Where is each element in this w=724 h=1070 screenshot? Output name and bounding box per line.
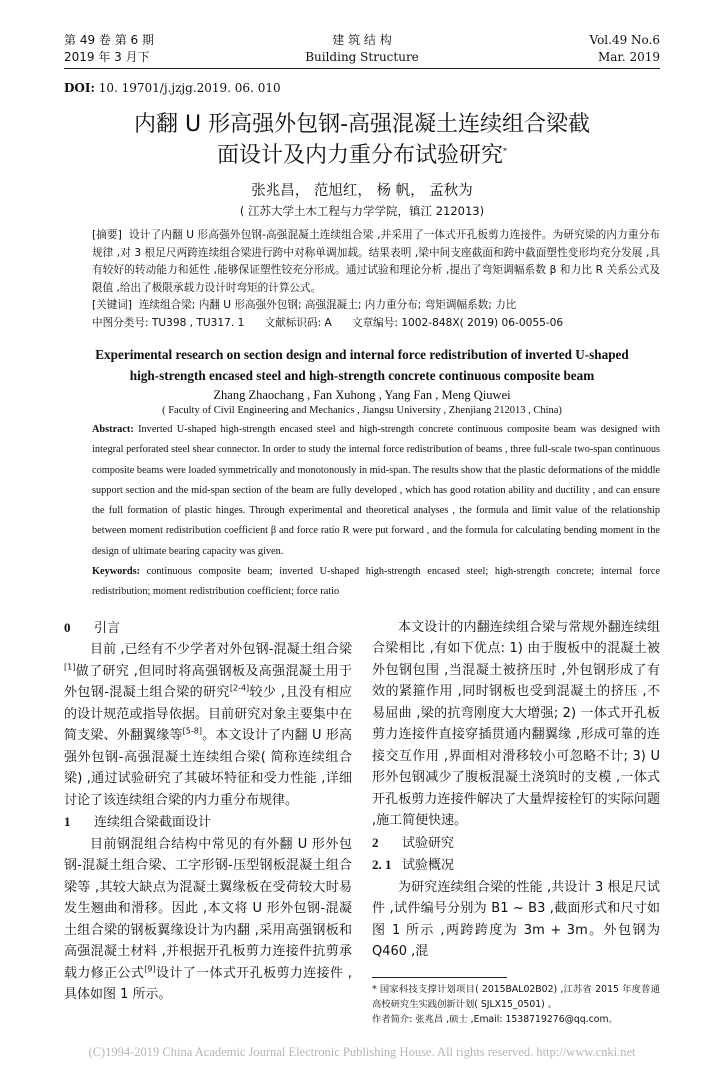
keywords-cn: [关键词] 连续组合梁; 内翻 U 形高强外包钢; 高强混凝土; 内力重分布; 弯矩调幅系数; 力比 (92, 299, 517, 311)
title-cn (64, 109, 660, 171)
paragraph-section-design: 目前钢混组合结构中常见的有外翻 U 形外包钢-混凝土组合梁、工字形钢-压型钢板混凝土组合梁等 ,其较大缺点为混凝土翼缘板在受荷较大时易发生翘曲和滑移。因此 ,本文将 U 形外包钢-混凝土组合梁的钢板翼缘设计为内翻 ,采用高强钢板和高强混凝土材料 ,并根据开孔板剪力连接件抗剪承载力修正公式[9]设计了一体式开孔板剪力连接件 ,具体如图 1 所示。 (64, 836, 352, 1003)
issue-cn: 第 49 卷 第 6 期 (64, 33, 154, 47)
affiliation-en: ( Faculty of Civil Engineering and Mechanics , Jiangsu University , Zhenjiang 212013 , China) (162, 405, 562, 416)
watermark: (C)1994-2019 China Academic Journal Electronic Publishing House. All rights reserved. http://www.cnki.net (88, 1044, 636, 1059)
journal-cn: 建 筑 结 构 (332, 33, 392, 47)
body-columns (64, 617, 660, 1027)
header-right (461, 32, 660, 66)
journal-en: Building Structure (305, 50, 419, 64)
keywords-en: Keywords: continuous composite beam; inverted U-shaped high-strength encased steel; high-strength concrete; internal force redistribution; moment redistribution coefficient; force ratio (92, 566, 660, 598)
header-center (263, 32, 462, 66)
section-0-heading: 0 引言 (64, 619, 121, 636)
classification: 中图分类号: TU398 , TU317. 1 文献标识码: A 文章编号: 1002-848X( 2019) 06-0055-06 (92, 316, 564, 329)
section-1-heading: 1 连续组合梁截面设计 (64, 814, 212, 831)
date-cn: 2019 年 3 月下 (64, 50, 150, 64)
footnote-rule (372, 977, 507, 978)
running-header (64, 32, 660, 66)
abstract-en: Abstract: Inverted U-shaped high-strength encased steel and high-strength concrete continuous composite beam was designed with integral perforated steel shear connector. In order to study the internal force redistribution of beams , three full-scale two-span continuous composite beams were loaded symmetrically and monotonously in mid-span. The results show that the plastic deformations of the middle support section and the mid-span section of the beam are fully developed , which has good rotation ability and ductility , and can ensure the full formation of plastic hinges. Through experimental and theoretical analyses , the formula and limit value of the relationship between moment redistribution coefficient β and force ratio R were put forward , and the formula for calculating bending moment in the design of ultimate bearing capacity was given. (92, 424, 660, 557)
authors-cn: 张兆昌， 范旭红， 杨 帆， 孟秋为 (251, 183, 473, 199)
paragraph-intro: 目前 ,已经有不少学者对外包钢-混凝土组合梁[1]做了研究 ,但同时将高强钢板及高强混凝土用于外包钢-混凝土组合梁的研究[2-4]较少 ,且没有相应的设计规范或指导依据。目前研究对象主要集中在简支梁、外翻翼缘等[5-8]。本文设计了内翻 U 形高强外包钢-高强混凝土连续组合梁( 简称连续组合梁) ,通过试验研究了其破坏特征和受力性能 ,详细讨论了该连续组合梁的内力重分布规律。 (64, 642, 352, 808)
section-2-1-heading: 2. 1 试验概况 (372, 857, 455, 874)
left-column (64, 617, 352, 1027)
footnote-author: 作者简介: 张兆昌 ,硕士 ,Email: 1538719276@qq.com。 (372, 1013, 618, 1025)
paragraph-test-overview: 为研究连续组合梁的性能 ,共设计 3 根足尺试件 ,试件编号分别为 B1 ~ B3 ,截面形式和尺寸如图 1 所示 ,两跨跨度为 3m + 3m。外包钢为 Q460 ,混 (372, 879, 660, 960)
date-en: Mar. 2019 (597, 50, 661, 64)
footnote-fund: * 国家科技支撑计划项目( 2015BAL02B02) ,江苏省 2015 年度普通高校研究生实践创新计划( SJLX15_0501) 。 (372, 983, 660, 1010)
title-cn-line2: 面设计及内力重分布试验研究* (216, 143, 507, 168)
doi: DOI: 10. 19701/j.jzjg.2019. 06. 010 (64, 81, 281, 95)
abstract-block-cn (92, 227, 660, 332)
authors-en: Zhang Zhaochang , Fan Xuhong , Yang Fan , Meng Qiuwei (213, 388, 511, 402)
header-left (64, 32, 263, 66)
section-2-heading: 2 试验研究 (372, 834, 455, 851)
paragraph-advantages: 本文设计的内翻连续组合梁与常规外翻连续组合梁相比 ,有如下优点: 1) 由于腹板中的混凝土被外包钢包围 ,当混凝土被挤压时 ,外包钢形成了有效的紧箍作用 ,同时钢板也受到混凝土的挤压 ,不易屈曲 ,梁的抗弯刚度大大增强; 2) 一体式开孔板剪力连接件直接穿插贯通内翻翼缘 ,形成可靠的连接交互作用 ,界面相对滑移较小可忽略不计; 3) U 形外包钢减少了腹板混凝土浇筑时的支模 ,一体式开孔板剪力连接件解决了大量焊接栓钉的实际问题 ,施工简便快速。 (372, 619, 660, 829)
title-cn-line1: 内翻 U 形高强外包钢-高强混凝土连续组合梁截 (133, 112, 591, 137)
right-column (372, 617, 660, 1027)
issue-en: Vol.49 No.6 (589, 33, 661, 47)
title-en: Experimental research on section design and internal force redistribution of inverted U-shaped high-strength encased steel and high-strength concrete continuous composite beam (95, 347, 629, 383)
header-rule (64, 68, 660, 69)
footnote (372, 982, 660, 1027)
affiliation-cn: ( 江苏大学土木工程与力学学院，镇江 212013) (239, 204, 485, 218)
abstract-cn: [摘要] 设计了内翻 U 形高强外包钢-高强混凝土连续组合梁 ,并采用了一体式开孔板剪力连接件。为研究梁的内力重分布规律 ,对 3 根足尺两跨连续组合梁进行跨中对称单调加载。结果表明 ,梁中间支座截面和跨中截面塑性变形均充分发展 ,具有较好的转动能力和延性 ,能够保证塑性铰充分形成。通过试验和理论分析 ,提出了弯矩调幅系数 β 和力比 R 关系公式及限值 ,给出了极限承载力设计时弯矩的计算公式。 (92, 229, 660, 294)
